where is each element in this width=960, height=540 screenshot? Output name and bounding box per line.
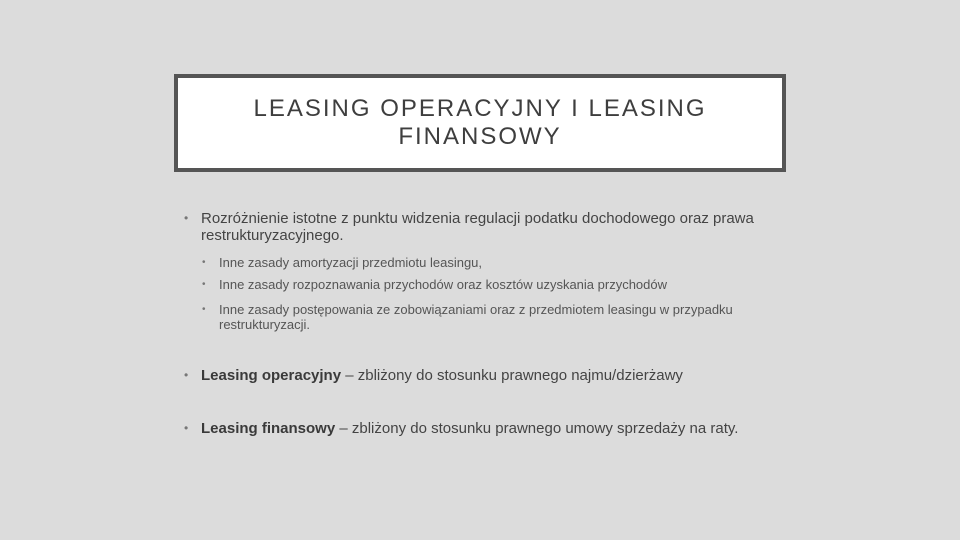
bullet-marker: • — [202, 304, 206, 315]
bullet-text — [201, 367, 781, 384]
bullet-marker: • — [184, 211, 189, 225]
bullet-description: – zbliżony do stosunku prawnego najmu/dzierżawy — [341, 367, 683, 384]
bullet-item — [180, 420, 780, 437]
bullet-marker: • — [202, 279, 206, 290]
bullet-text — [201, 420, 781, 437]
title-box — [174, 74, 786, 172]
sub-bullet-item — [180, 302, 780, 332]
bullet-bold-term: Leasing finansowy — [201, 420, 336, 437]
bullet-description: – zbliżony do stosunku prawnego umowy sprzedaży na raty. — [335, 420, 739, 437]
sub-bullet-text: Inne zasady amortyzacji przedmiotu leasingu, — [219, 255, 483, 270]
slide-title: LEASING OPERACYJNY I LEASING FINANSOWY — [253, 95, 707, 150]
bullet-item — [180, 210, 780, 244]
bullet-item — [180, 367, 780, 384]
bullet-bold-term: Leasing operacyjny — [201, 367, 342, 384]
sub-bullet-item — [180, 277, 780, 292]
bullet-text: Rozróżnienie istotne z punktu widzenia regulacji podatku dochodowego oraz prawa restrukturyzacyjnego. — [201, 210, 754, 244]
bullet-marker: • — [184, 421, 189, 435]
sub-bullet-item — [180, 255, 780, 270]
sub-bullet-text: Inne zasady postępowania ze zobowiązaniami oraz z przedmiotem leasingu w przypadku restrukturyzacji. — [219, 302, 733, 332]
bullet-marker: • — [202, 257, 206, 268]
sub-bullet-text: Inne zasady rozpoznawania przychodów oraz kosztów uzyskania przychodów — [219, 277, 668, 292]
bullet-marker: • — [184, 368, 189, 382]
